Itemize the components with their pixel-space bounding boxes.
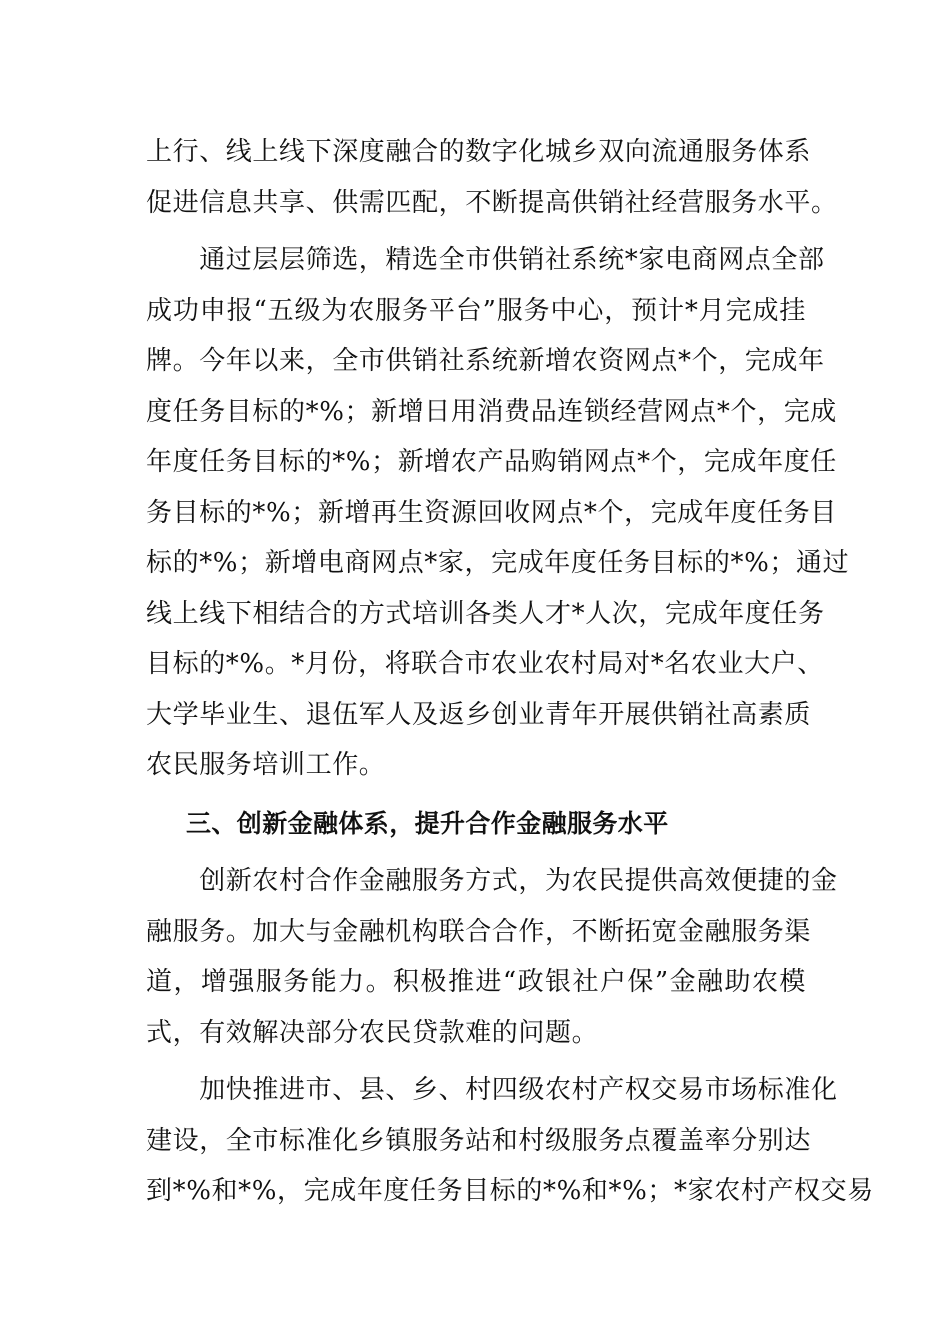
text-line: 通过层层筛选，精选全市供销社系统*家电商网点全部	[146, 245, 825, 275]
text-line: 创新农村合作金融服务方式，为农民提供高效便捷的金	[146, 866, 838, 896]
section-heading: 三、创新金融体系，提升合作金融服务水平	[186, 808, 669, 838]
text-line: 上行、线上线下深度融合的数字化城乡双向流通服务体系	[146, 137, 812, 167]
text-line: 促进信息共享、供需匹配，不断提高供销社经营服务水平。	[146, 187, 838, 218]
paragraph-3	[146, 856, 838, 1058]
document-body	[146, 127, 874, 1217]
text-line: 式，有效解决部分农民贷款难的问题。	[146, 1017, 599, 1048]
text-line: 度任务目标的*%；新增日用消费品连锁经营网点*个，完成	[146, 396, 837, 427]
text-line: 融服务。加大与金融机构联合合作，不断拓宽金融服务渠	[146, 916, 812, 947]
paragraph-2	[146, 235, 850, 791]
text-line: 年度任务目标的*%；新增农产品购销网点*个，完成年度任	[146, 447, 837, 477]
text-line: 建设，全市标准化乡镇服务站和村级服务点覆盖率分别达	[146, 1125, 812, 1156]
text-line: 到*%和*%，完成年度任务目标的*%和*%；*家农村产权交易	[146, 1176, 874, 1206]
text-line: 务目标的*%；新增再生资源回收网点*个，完成年度任务目	[146, 497, 837, 528]
text-line: 农民服务培训工作。	[146, 750, 386, 780]
text-line: 目标的*%。*月份，将联合市农业农村局对*名农业大户、	[146, 649, 824, 679]
text-line: 大学毕业生、退伍军人及返乡创业青年开展供销社高素质	[146, 699, 812, 730]
text-line: 标的*%；新增电商网点*家，完成年度任务目标的*%；通过	[146, 548, 850, 578]
text-line: 线上线下相结合的方式培训各类人才*人次，完成年度任务	[146, 598, 825, 629]
paragraph-4	[146, 1065, 874, 1217]
text-line: 成功申报“五级为农服务平台”服务中心，预计*月完成挂	[146, 295, 806, 326]
text-line: 道，增强服务能力。积极推进“政银社户保”金融助农模	[146, 967, 806, 997]
text-line: 加快推进市、县、乡、村四级农村产权交易市场标准化	[146, 1075, 838, 1105]
text-line: 牌。今年以来，全市供销社系统新增农资网点*个，完成年	[146, 346, 825, 376]
paragraph-1	[146, 127, 838, 228]
